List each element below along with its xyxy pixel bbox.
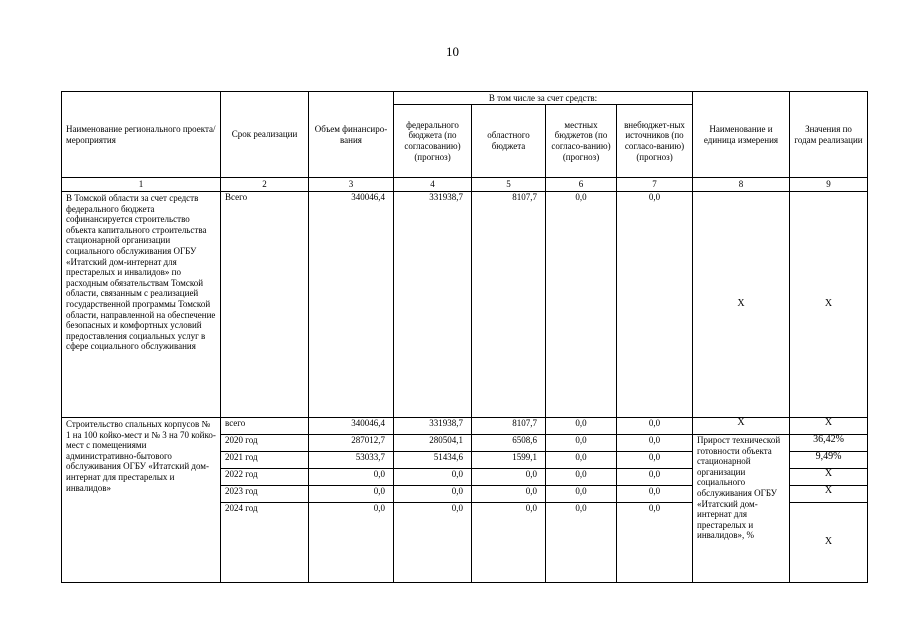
indicator-description: Прирост технической готовности объекта стационарной организации социального обслуживания ОГБУ «Итатский дом-интернат для престарелых и инвалидов», %	[693, 435, 790, 583]
local-cell: 0,0	[546, 452, 617, 469]
column-number: 1	[62, 178, 221, 192]
value-cell: Х	[790, 469, 868, 486]
value-cell: Х	[790, 192, 868, 418]
indicator-cell: Х	[693, 418, 790, 435]
total-cell: 0,0	[309, 486, 394, 503]
header-indicator: Наименование и единица измерения	[693, 92, 790, 178]
header-funding-sources: В том числе за счет средств:	[394, 92, 693, 105]
regional-cell: 0,0	[472, 486, 546, 503]
total-cell: 287012,7	[309, 435, 394, 452]
header-regional: областного бюджета	[472, 105, 546, 178]
federal-cell: 280504,1	[394, 435, 472, 452]
column-number: 3	[309, 178, 394, 192]
measure-description: Строительство спальных корпусов № 1 на 100 койко-мест и № 3 на 70 койко-мест с помещениями административно-бытового обслуживания ОГБУ «Итатский дом-интернат для престарелых и инвалидов»	[62, 418, 221, 583]
page-number: 10	[446, 44, 459, 59]
header-federal: федерального бюджета (по согласованию) (прогноз)	[394, 105, 472, 178]
regional-cell: 0,0	[472, 503, 546, 583]
regional-cell: 1599,1	[472, 452, 546, 469]
header-project-name: Наименование регионального проекта/ мероприятия	[62, 92, 221, 178]
local-cell: 0,0	[546, 486, 617, 503]
column-number: 8	[693, 178, 790, 192]
value-cell: Х	[790, 486, 868, 503]
table-row	[62, 192, 868, 418]
offbudget-cell: 0,0	[617, 503, 693, 583]
column-number: 2	[221, 178, 309, 192]
column-number: 5	[472, 178, 546, 192]
value-cell: 36,42%	[790, 435, 868, 452]
offbudget-cell: 0,0	[617, 469, 693, 486]
column-number: 6	[546, 178, 617, 192]
offbudget-cell: 0,0	[617, 452, 693, 469]
federal-cell: 0,0	[394, 469, 472, 486]
table-row	[62, 418, 868, 435]
regional-cell: 0,0	[472, 469, 546, 486]
column-number: 7	[617, 178, 693, 192]
offbudget-cell: 0,0	[617, 418, 693, 435]
regional-cell: 8107,7	[472, 192, 546, 418]
total-cell: 340046,4	[309, 192, 394, 418]
period-cell: Всего	[221, 192, 309, 418]
local-cell: 0,0	[546, 469, 617, 486]
total-cell: 0,0	[309, 503, 394, 583]
local-cell: 0,0	[546, 192, 617, 418]
offbudget-cell: 0,0	[617, 435, 693, 452]
period-cell: 2023 год	[221, 486, 309, 503]
period-cell: 2024 год	[221, 503, 309, 583]
regional-cell: 8107,7	[472, 418, 546, 435]
column-number: 4	[394, 178, 472, 192]
federal-cell: 331938,7	[394, 192, 472, 418]
column-number: 9	[790, 178, 868, 192]
offbudget-cell: 0,0	[617, 192, 693, 418]
federal-cell: 331938,7	[394, 418, 472, 435]
indicator-cell: Х	[693, 192, 790, 418]
total-cell: 340046,4	[309, 418, 394, 435]
header-total-funding: Объем финансиро-вания	[309, 92, 394, 178]
project-description: В Томской области за счет средств федерального бюджета софинансируется строительство объекта капитального строительства стационарной организации социального обслуживания ОГБУ «Итатский дом-интернат для престарелых и инвалидов» по расходным обязательствам Томской области, связанным с реализацией государственной программы Томской области, направленной на обеспечение безопасных и комфортных условий предоставления социальных услуг в сфере социального обслуживания	[62, 192, 221, 418]
federal-cell: 0,0	[394, 486, 472, 503]
header-local: местных бюджетов (по согласо-ванию) (прогноз)	[546, 105, 617, 178]
total-cell: 53033,7	[309, 452, 394, 469]
local-cell: 0,0	[546, 418, 617, 435]
financing-table	[61, 91, 868, 583]
federal-cell: 0,0	[394, 503, 472, 583]
value-cell: Х	[790, 503, 868, 583]
total-cell: 0,0	[309, 469, 394, 486]
header-offbudget: внебюджет-ных источников (по согласо-ванию) (прогноз)	[617, 105, 693, 178]
header-period: Срок реализации	[221, 92, 309, 178]
local-cell: 0,0	[546, 503, 617, 583]
period-cell: 2021 год	[221, 452, 309, 469]
period-cell: всего	[221, 418, 309, 435]
offbudget-cell: 0,0	[617, 486, 693, 503]
period-cell: 2020 год	[221, 435, 309, 452]
value-cell: 9,49%	[790, 452, 868, 469]
federal-cell: 51434,6	[394, 452, 472, 469]
period-cell: 2022 год	[221, 469, 309, 486]
value-cell: Х	[790, 418, 868, 435]
header-values: Значения по годам реализации	[790, 92, 868, 178]
local-cell: 0,0	[546, 435, 617, 452]
regional-cell: 6508,6	[472, 435, 546, 452]
column-number-row	[62, 178, 868, 192]
